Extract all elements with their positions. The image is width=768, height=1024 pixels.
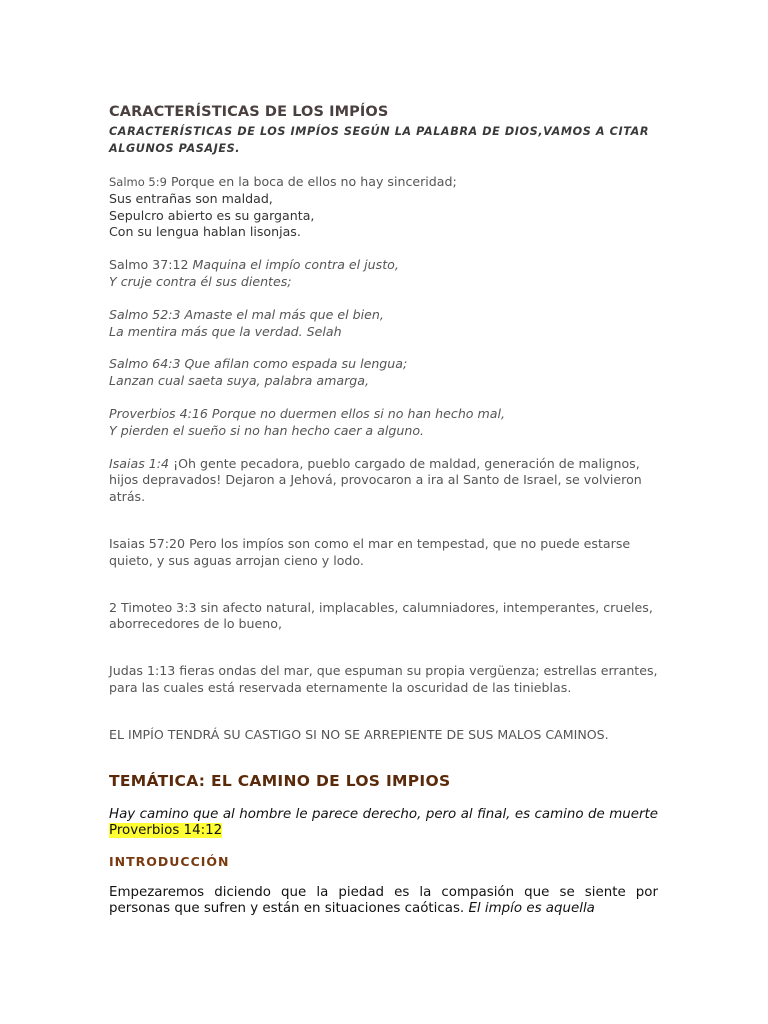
castigo-statement [109, 727, 658, 744]
verse-text: ¡Oh gente pecadora, pueblo cargado de maldad, generación de malignos, hijos depravados! Dejaron a Jehová, provocaron a ira al Santo de Israel, se volvieron atrás. [109, 455, 642, 505]
verse-line: La mentira más que la verdad. Selah [109, 323, 342, 339]
castigo-text: EL IMPÍO TENDRÁ SU CASTIGO SI NO SE ARREPIENTE DE SUS MALOS CAMINOS. [109, 726, 609, 742]
verse-text: Isaias 57:20 Pero los impíos son como el mar en tempestad, que no puede estarse quieto, y sus aguas arrojan cieno y lodo. [109, 535, 631, 568]
verse-line: Porque no duermen ellos si no han hecho mal, [211, 405, 506, 421]
verse-salmo-64-3 [109, 356, 658, 390]
verse-line: Maquina el impío contra el justo, [192, 257, 399, 273]
verse-line: Amaste el mal más que el bien, [184, 306, 384, 322]
document-page [109, 104, 658, 918]
quote-reference: Proverbios 14:12 [109, 823, 223, 839]
verse-text: Judas 1:13 fieras ondas del mar, que espuman su propia vergüenza; estrellas errantes, para las cuales está reservada eternamente la oscuridad de las tinieblas. [109, 663, 658, 695]
verse-line: Que afilan como espada su lengua; [184, 356, 408, 372]
verse-salmo-52-3 [109, 307, 658, 341]
verse-line: Sus entrañas son maldad, [109, 190, 273, 206]
verse-salmo-5-9 [109, 174, 658, 241]
tematica-heading: TEMÁTICA: EL CAMINO DE LOS IMPIOS [109, 771, 451, 790]
verse-2-timoteo-3-3 [109, 600, 658, 634]
verse-isaias-57-20 [109, 536, 658, 570]
verse-line: Lanzan cual saeta suya, palabra amarga, [109, 373, 369, 389]
verse-proverbios-4-16 [109, 406, 658, 440]
verse-line: Y cruje contra él sus dientes; [109, 273, 292, 289]
verse-line: Y pierden el sueño si no han hecho caer a alguno. [109, 422, 425, 438]
verse-line: Porque en la boca de ellos no hay sinceridad; [170, 174, 457, 189]
verse-ref: Salmo 37:12 [109, 257, 189, 273]
intro-italic-text: El impío es aquella [468, 901, 595, 917]
tematica-section [109, 772, 658, 790]
verse-ref: Proverbios 4:16 [109, 405, 208, 421]
intro-text: Empezaremos diciendo que la piedad es la compasión que se siente por personas que sufren y están en situaciones caóticas. [109, 884, 658, 917]
intro-heading: INTRODUCCIÓN [109, 853, 230, 869]
intro-paragraph [109, 885, 658, 918]
intro-section [109, 854, 658, 869]
verse-ref: Salmo 5:9 [109, 175, 167, 189]
verse-salmo-37-12 [109, 257, 658, 291]
verse-text: 2 Timoteo 3:3 sin afecto natural, implacables, calumniadores, intemperantes, crueles, aborrecedores de lo bueno, [109, 599, 653, 632]
page-title: CARACTERÍSTICAS DE LOS IMPÍOS [109, 104, 389, 120]
quote-block [109, 807, 658, 840]
verse-ref: Salmo 52:3 [109, 306, 181, 322]
page-subtitle: CARACTERÍSTICAS DE LOS IMPÍOS SEGÚN LA PALABRA DE DIOS,VAMOS A CITAR ALGUNOS PASAJES. [109, 125, 650, 155]
verse-isaias-1-4 [109, 456, 658, 506]
quote-text: Hay camino que al hombre le parece derecho, pero al final, es camino de muerte [109, 806, 658, 822]
verse-line: Sepulcro abierto es su garganta, [109, 207, 315, 223]
verse-ref: Isaias 1:4 [109, 455, 170, 471]
verse-judas-1-13 [109, 663, 658, 697]
verse-ref: Salmo 64:3 [109, 356, 181, 372]
verse-line: Con su lengua hablan lisonjas. [109, 224, 301, 240]
